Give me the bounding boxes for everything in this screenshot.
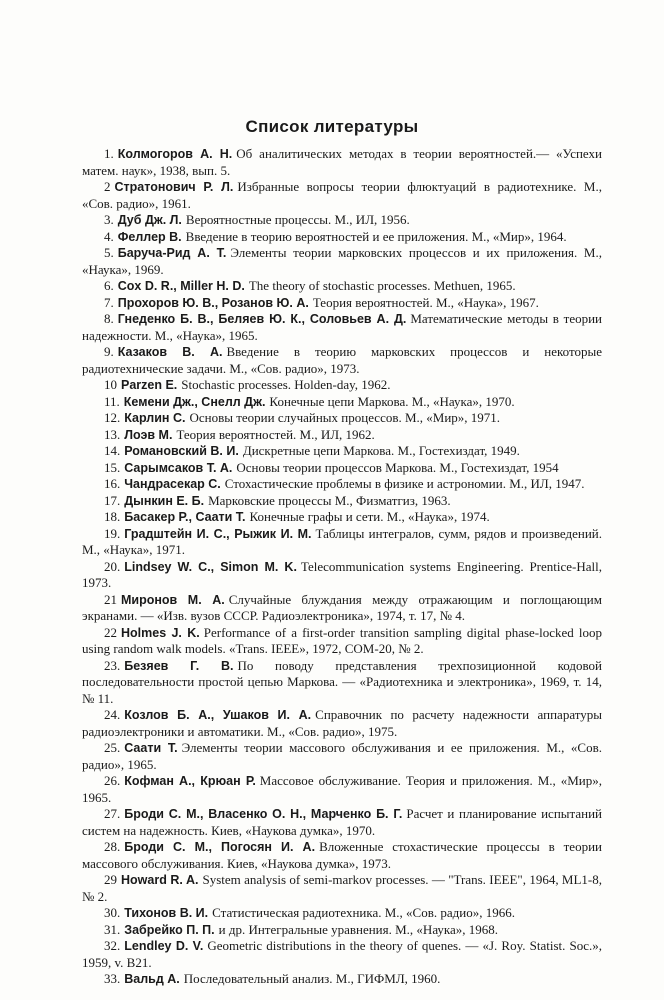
reference-number: 6. (104, 278, 114, 293)
reference-authors: Кемени Дж., Снелл Дж. (123, 394, 266, 409)
reference-authors: Саати Т. (124, 741, 178, 755)
reference-number: 20. (104, 558, 121, 574)
reference-text: Марковские процессы М., Физматгиз, 1963. (208, 492, 451, 508)
reference-text: Введение в теорию марковских процессов и некоторые радиотехнические задачи. М., «Сов. радио», 1973. (82, 344, 602, 376)
reference-item (82, 839, 602, 872)
reference-authors: Казаков В. А. (117, 345, 223, 359)
reference-number: 16. (104, 476, 121, 491)
reference-number: 27. (104, 806, 121, 821)
reference-number: 28. (104, 839, 121, 854)
reference-number: 22 (104, 624, 117, 640)
reference-number: 26. (104, 773, 121, 788)
reference-item (82, 460, 602, 477)
reference-text: Массовое обслуживание. Теория и приложения. М., «Мир», 1965. (82, 773, 602, 805)
reference-number: 24. (104, 707, 121, 722)
reference-text: The theory of stochastic processes. Methuen, 1965. (248, 278, 516, 293)
reference-list (82, 146, 602, 988)
reference-authors: Басакер Р., Саати Т. (124, 510, 246, 524)
reference-text: Geometric distributions in the theory of quenes. — «J. Roy. Statist. Soc.», 1959, v. B21. (82, 938, 602, 970)
reference-text: Конечные графы и сети. М., «Наука», 1974. (249, 509, 490, 524)
reference-text: Элементы теории массового обслуживания и ее приложения. М., «Сов. радио», 1965. (82, 740, 602, 772)
reference-authors: Романовский В. И. (124, 444, 239, 458)
reference-item (82, 773, 602, 806)
reference-item (82, 509, 602, 526)
reference-authors: Сарымсаков Т. А. (124, 460, 233, 475)
reference-item (82, 938, 602, 971)
reference-authors: Миронов М. А. (121, 592, 225, 607)
reference-text: Математические методы в теории надежности. М., «Наука», 1965. (82, 311, 603, 343)
reference-number: 10 (104, 377, 117, 392)
reference-number: 3. (104, 212, 114, 227)
reference-text: Таблицы интегралов, сумм, рядов и произведений. М., «Наука», 1971. (82, 525, 602, 557)
reference-authors: Лоэв М. (124, 427, 173, 442)
reference-text: Стохастические проблемы в физике и астрономии. М., ИЛ, 1947. (224, 476, 585, 491)
reference-text: Вложенные стохастические процессы в теории массового обслуживания. Киев, «Наукова думка», 1973. (82, 839, 602, 871)
reference-text: System analysis of semi-markov processes. — "Trans. IEEE", 1964, ML1-8, № 2. (82, 872, 602, 904)
reference-authors: Holmes J. K. (121, 625, 200, 640)
page-title: Список литературы (245, 117, 419, 136)
reference-authors: Козлов Б. А., Ушаков И. А. (124, 708, 312, 722)
reference-authors: Lendley D. V. (124, 939, 204, 953)
reference-item (82, 806, 602, 839)
reference-number: 5. (104, 245, 114, 260)
reference-authors: Дуб Дж. Л. (117, 213, 182, 227)
reference-text: Элементы теории марковских процессов и их приложения. М., «Наука», 1969. (82, 245, 602, 277)
reference-item (82, 872, 602, 905)
reference-number: 23. (104, 657, 121, 673)
reference-text: Теория вероятностей. М., ИЛ, 1962. (176, 426, 375, 442)
reference-item (82, 311, 602, 344)
reference-text: Случайные блуждания между отражающим и поглощающим экранами. — «Изв. вузов СССР. Радиоэлектроника», 1974, т. 17, № 4. (82, 591, 602, 623)
reference-item (82, 658, 602, 708)
reference-item (82, 559, 602, 592)
reference-item (82, 179, 602, 212)
reference-authors: Забрейко П. П. (124, 922, 215, 937)
reference-authors: Безяев Г. В. (124, 658, 234, 673)
reference-item (82, 443, 602, 460)
reference-text: Избранные вопросы теории флюктуаций в радиотехнике. М., «Сов. радио», 1961. (82, 179, 602, 211)
reference-text: Telecommunication systems Engineering. Prentice-Hall, 1973. (82, 558, 602, 590)
reference-number: 21 (104, 591, 117, 607)
reference-number: 17. (104, 492, 121, 508)
reference-text: Stochastic processes. Holden-day, 1962. (181, 377, 391, 392)
reference-item (82, 229, 602, 246)
reference-text: Основы теории случайных процессов. М., «Мир», 1971. (189, 410, 501, 425)
reference-text: Последовательный анализ. М., ГИФМЛ, 1960. (183, 971, 441, 986)
reference-authors: Прохоров Ю. В., Розанов Ю. А. (117, 295, 309, 310)
reference-authors: Карлин С. (124, 411, 186, 425)
reference-text: Основы теории процессов Маркова. М., Гостехиздат, 1954 (236, 459, 559, 475)
reference-authors: Чандрасекар С. (124, 477, 221, 491)
reference-authors: Броди С. М., Власенко О. Н., Марченко Б. Г. (124, 807, 403, 821)
reference-number: 1. (104, 146, 114, 161)
reference-item (82, 278, 602, 295)
reference-text: Performance of a first-order transition sampling digital phase-locked loop using random walk models. «Trans. IEEE», 1972, COM-20, № 2. (82, 624, 602, 656)
reference-text: Статистическая радиотехника. М., «Сов. радио», 1966. (212, 905, 515, 920)
reference-item (82, 245, 602, 278)
reference-text: Вероятностные процессы. М., ИЛ, 1956. (185, 212, 410, 227)
reference-item (82, 410, 602, 427)
reference-item (82, 922, 602, 939)
reference-authors: Броди С. М., Погосян И. А. (124, 840, 316, 854)
reference-item (82, 971, 602, 988)
reference-item (82, 146, 602, 179)
reference-number: 14. (104, 443, 121, 458)
reference-authors: Градштейн И. С., Рыжик И. М. (124, 526, 312, 541)
reference-authors: Стратонович Р. Л. (114, 180, 234, 194)
reference-item (82, 526, 602, 559)
reference-number: 2 (104, 179, 111, 194)
reference-item (82, 394, 602, 411)
reference-number: 31. (104, 921, 121, 937)
reference-authors: Parzen E. (121, 378, 178, 392)
reference-text: Введение в теорию вероятностей и ее приложения. М., «Мир», 1964. (185, 228, 567, 244)
reference-authors: Тихонов В. И. (124, 906, 209, 920)
reference-item (82, 344, 602, 377)
reference-item (82, 377, 602, 394)
reference-text: Теория вероятностей. М., «Наука», 1967. (312, 294, 539, 310)
reference-item (82, 212, 602, 229)
reference-number: 9. (104, 344, 114, 359)
reference-item (82, 625, 602, 658)
reference-number: 19. (104, 525, 121, 541)
reference-text: Дискретные цепи Маркова. М., Гостехиздат, 1949. (242, 443, 520, 458)
reference-authors: Cox D. R., Miller H. D. (117, 279, 245, 293)
reference-number: 32. (104, 938, 121, 953)
reference-item (82, 707, 602, 740)
reference-authors: Феллер В. (117, 229, 182, 244)
reference-number: 18. (104, 509, 121, 524)
reference-item (82, 427, 602, 444)
reference-authors: Вальд А. (124, 972, 180, 986)
reference-authors: Колмогоров А. Н. (117, 147, 233, 161)
reference-authors: Howard R. A. (121, 873, 199, 887)
reference-number: 25. (104, 740, 121, 755)
reference-authors: Кофман А., Крюан Р. (124, 774, 256, 788)
reference-text: Справочник по расчету надежности аппаратуры радиоэлектроники и автоматики. М., «Сов. радио», 1975. (82, 707, 602, 739)
reference-text: Об аналитических методах в теории вероятностей.— «Успехи матем. наук», 1938, вып. 5. (82, 146, 602, 178)
reference-text: По поводу представления трехпозиционной кодовой последовательности простой цепью Маркова. — «Радиотехника и электроника», 1969, т. 14, № 11. (82, 657, 602, 706)
reference-number: 12. (104, 410, 121, 425)
reference-authors: Баруча-Рид А. Т. (117, 246, 227, 260)
reference-text: Конечные цепи Маркова. М., «Наука», 1970. (269, 393, 515, 409)
reference-item (82, 493, 602, 510)
reference-text: и др. Интегральные уравнения. М., «Наука», 1968. (218, 921, 499, 937)
reference-item (82, 740, 602, 773)
reference-item (82, 295, 602, 312)
reference-number: 29 (104, 872, 117, 887)
reference-authors: Гнеденко Б. В., Беляев Ю. К., Соловьев А. Д. (117, 312, 407, 326)
reference-number: 15. (104, 459, 121, 475)
reference-authors: Lindsey W. C., Simon M. K. (124, 559, 297, 574)
reference-number: 11. (104, 393, 120, 409)
reference-number: 30. (104, 905, 121, 920)
reference-item (82, 476, 602, 493)
reference-number: 7. (104, 294, 114, 310)
reference-item (82, 592, 602, 625)
reference-authors: Дынкин Е. Б. (124, 493, 205, 508)
reference-number: 4. (104, 228, 114, 244)
reference-item (82, 905, 602, 922)
reference-number: 8. (104, 311, 114, 326)
reference-text: Расчет и планирование испытаний систем на надежность. Киев, «Наукова думка», 1970. (82, 806, 603, 838)
reference-number: 13. (104, 426, 121, 442)
reference-number: 33. (104, 971, 121, 986)
